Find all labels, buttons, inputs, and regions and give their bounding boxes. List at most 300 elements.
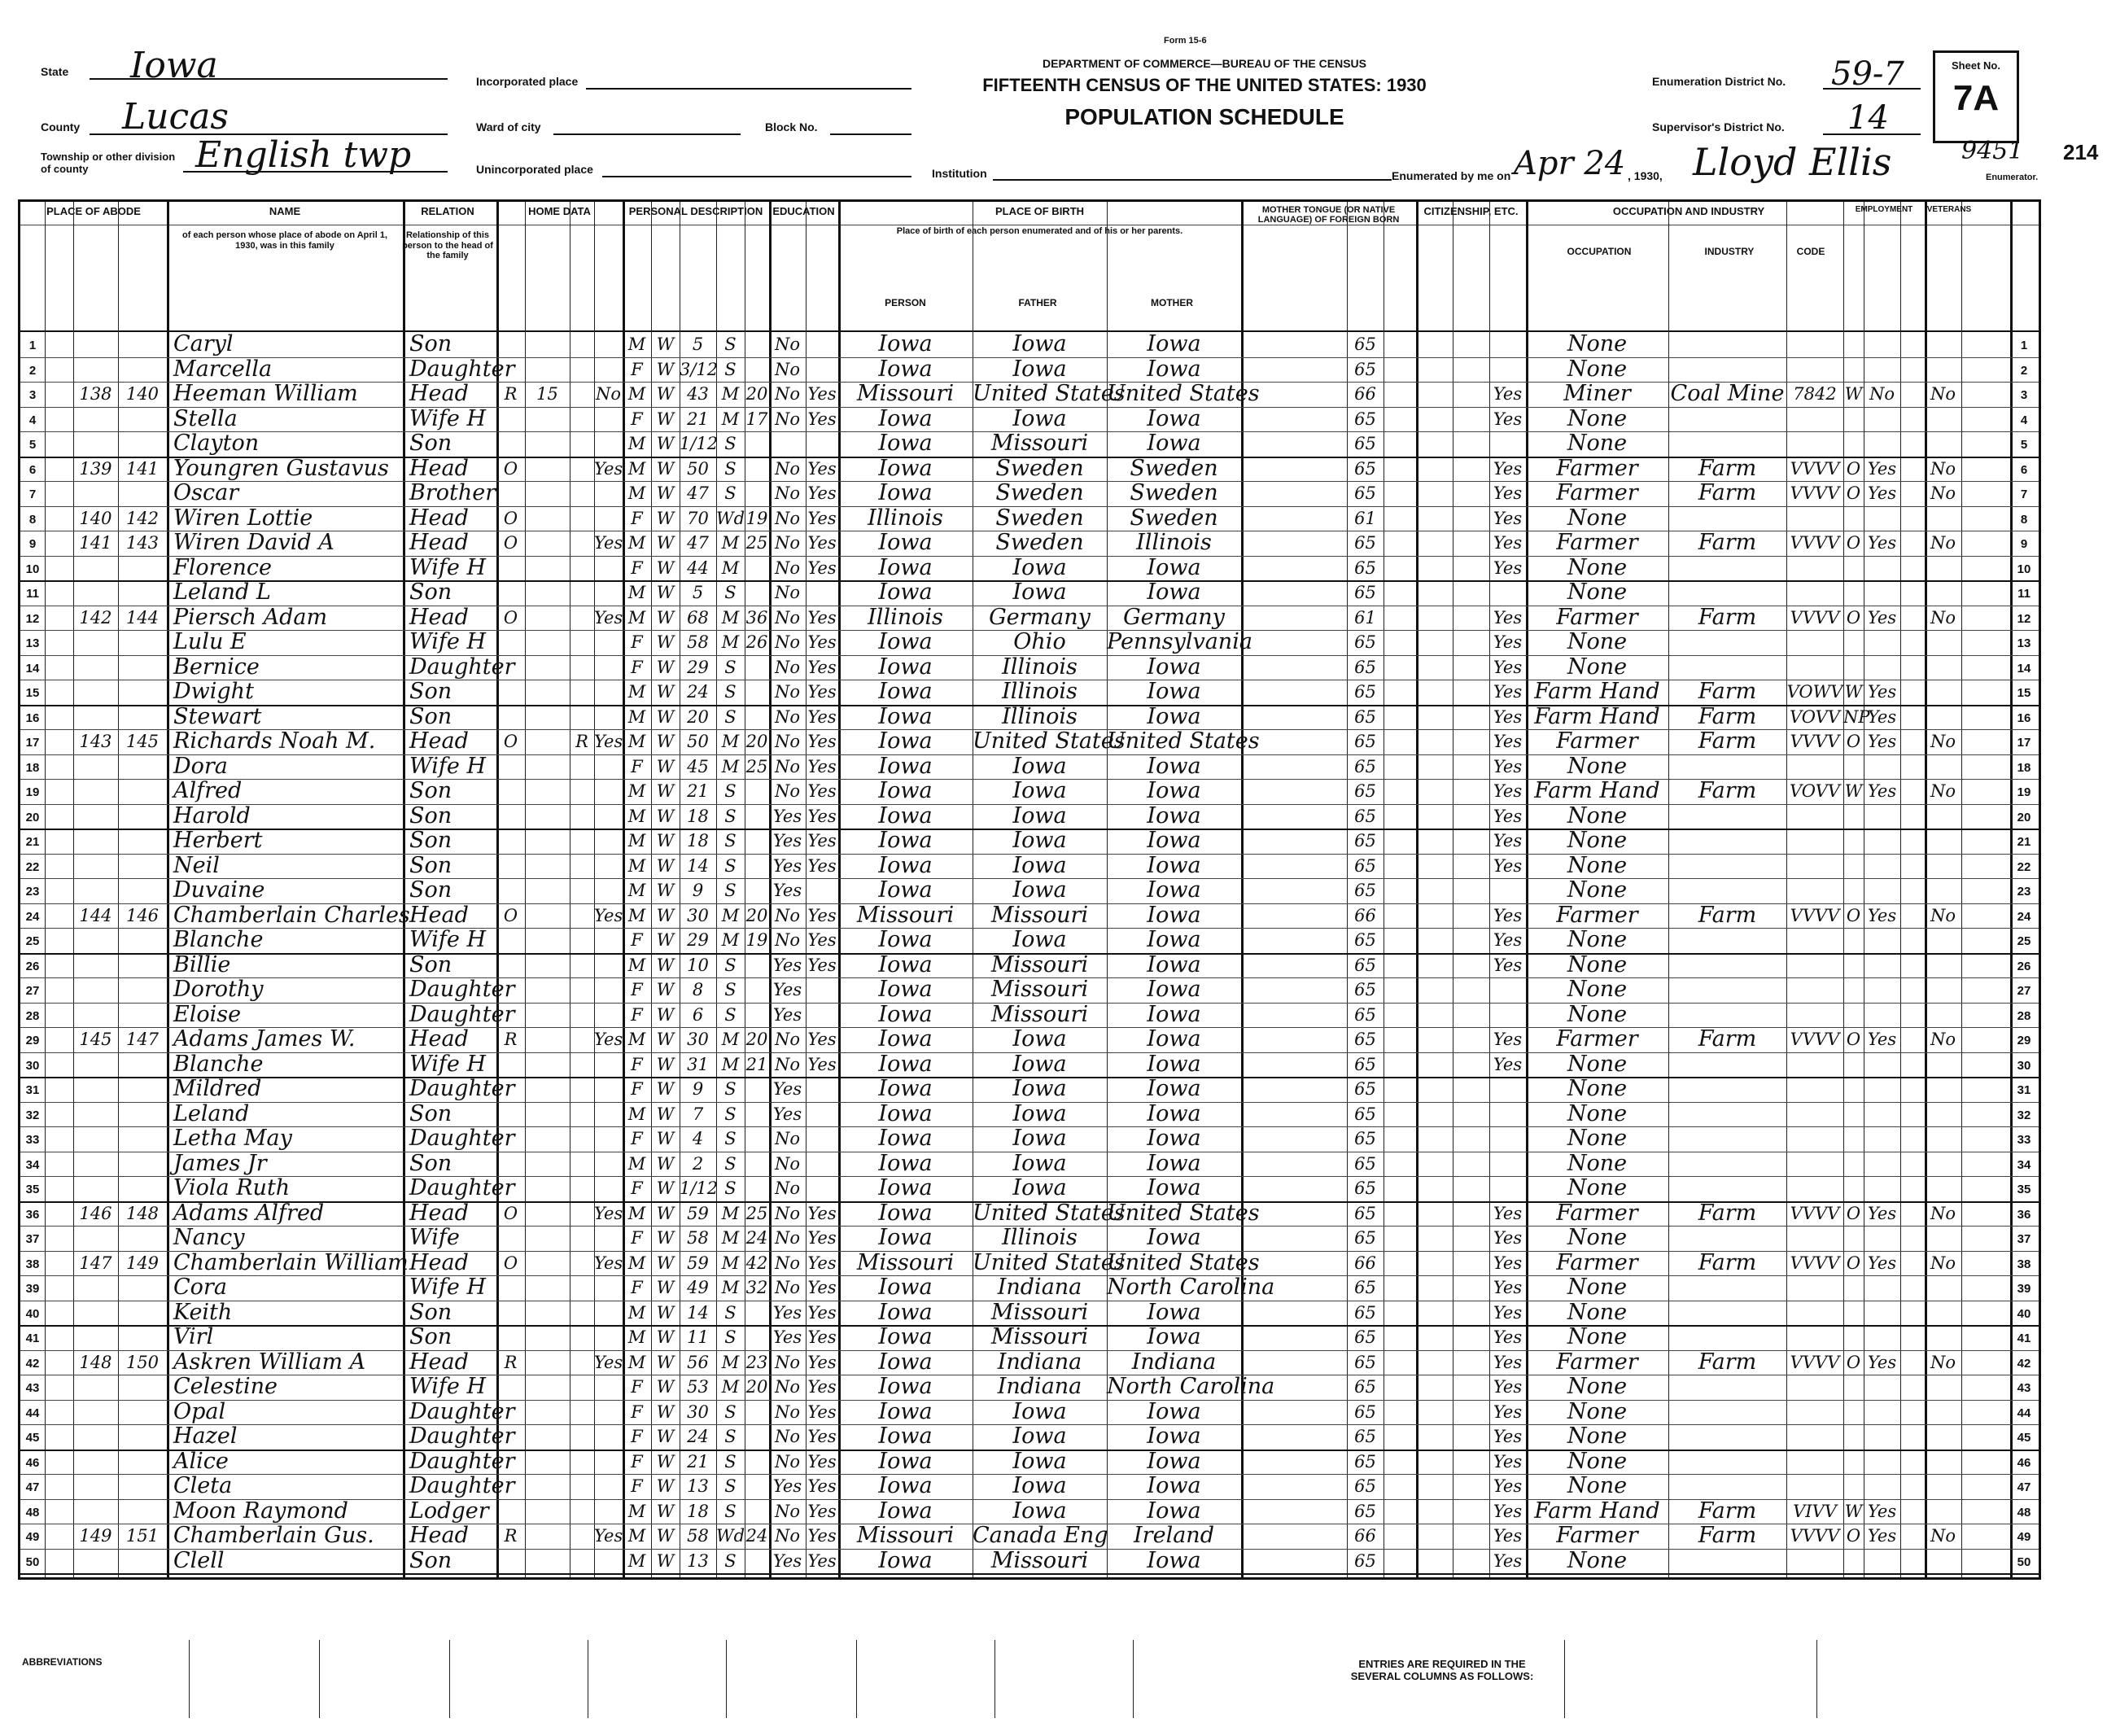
cell-mar: M [721, 1054, 740, 1074]
cell-mar: S [724, 1550, 737, 1571]
cell-own: R [504, 384, 518, 404]
line-number-right: 31 [2017, 1083, 2031, 1097]
cell-fbp: United States [973, 381, 1126, 406]
cell-bp: Iowa [878, 1448, 933, 1474]
cell-eng: Yes [1493, 483, 1523, 503]
cell-sch: No [774, 1153, 801, 1174]
cell-mbp: United States [1107, 381, 1260, 406]
cell-mbp: Indiana [1131, 1349, 1217, 1375]
cell-rel: Daughter [409, 1448, 515, 1474]
sheet-value: 7A [1952, 78, 2000, 118]
cell-code: 65 [1354, 409, 1376, 429]
cell-read: Yes [807, 558, 837, 578]
cell-read: Yes [807, 930, 837, 950]
cell-mbp: North Carolina [1107, 1275, 1275, 1300]
cell-vet: No [1930, 1253, 1956, 1273]
line-number: 38 [25, 1257, 40, 1271]
line-number-right: 33 [2017, 1133, 2031, 1147]
cell-mar: M [721, 1253, 740, 1273]
cell-bp: Iowa [878, 654, 933, 680]
cell-sex: M [627, 831, 646, 851]
line-number: 32 [25, 1108, 40, 1122]
cell-mbp: Illinois [1136, 530, 1212, 555]
cell-occ: None [1567, 927, 1628, 952]
cell-sex: M [627, 682, 646, 702]
cell-name: Cleta [173, 1473, 233, 1498]
cell-code: 65 [1354, 335, 1376, 354]
cell-mage: 23 [745, 1352, 768, 1372]
group-employment: EMPLOYMENT [1855, 205, 1913, 214]
cell-name: Alfred [173, 778, 243, 803]
supervisor-value: 14 [1847, 99, 1889, 137]
cell-rel: Head [409, 604, 469, 630]
cell-mbp: Iowa [1147, 877, 1201, 903]
cell-occ: Farmer [1556, 530, 1638, 555]
cell-age: 47 [687, 533, 709, 553]
cell-rel: Wife H [409, 1374, 487, 1399]
cell-ind: Farm [1698, 1200, 1757, 1226]
cell-race: W [656, 657, 675, 677]
cell-mar: S [724, 806, 737, 826]
line-number-right: 47 [2017, 1480, 2031, 1494]
cell-fbp: United States [973, 1249, 1126, 1275]
cell-race: W [656, 1129, 675, 1148]
cell-race: W [656, 955, 675, 975]
cell-sch: Yes [772, 855, 802, 876]
cell-read: Yes [807, 483, 837, 503]
cell-name: Leland [173, 1100, 250, 1126]
cell-fbp: Missouri [990, 1547, 1089, 1573]
cell-race: W [656, 1054, 675, 1074]
cell-dw: 148 [79, 1352, 112, 1372]
cell-fbp: Iowa [1012, 1026, 1067, 1052]
cell-rel: Wife H [409, 554, 487, 580]
cell-occ: None [1567, 753, 1628, 779]
cell-sex: M [627, 855, 646, 876]
cell-mage: 25 [745, 1203, 768, 1223]
line-number: 8 [28, 512, 37, 527]
cell-code: 65 [1354, 434, 1376, 453]
cell-bp: Iowa [878, 1324, 933, 1349]
cell-mar: M [721, 558, 740, 578]
cell-read: Yes [807, 732, 837, 751]
cell-bp: Iowa [878, 1001, 933, 1027]
mother-column-head: MOTHER [1151, 297, 1193, 308]
cell-read: Yes [807, 533, 837, 553]
cell-sex: F [631, 1427, 643, 1446]
cell-bp: Iowa [878, 1225, 933, 1250]
cell-fbp: Missouri [990, 1324, 1089, 1349]
cell-race: W [656, 682, 675, 702]
cell-cls: W [1844, 384, 1863, 404]
cell-ind: Farm [1698, 728, 1757, 754]
cell-name: Nancy [173, 1225, 245, 1250]
cell-fbp: Iowa [1012, 579, 1067, 605]
cell-bp: Iowa [878, 405, 933, 431]
cell-mar: M [721, 1278, 740, 1297]
cell-mbp: Iowa [1147, 852, 1201, 878]
cell-sex: F [631, 409, 643, 429]
cell-cls: W [1844, 781, 1863, 801]
cell-read: Yes [807, 756, 837, 776]
cell-fbp: United States [973, 728, 1126, 754]
cell-name: Bernice [173, 654, 260, 680]
cell-mar: M [721, 384, 740, 404]
cell-rel: Wife H [409, 1275, 487, 1300]
cell-code: 65 [1354, 831, 1376, 851]
line-number-right: 13 [2017, 636, 2031, 650]
cell-name: Mildred [173, 1076, 262, 1101]
cell-eng: Yes [1493, 657, 1523, 677]
cell-farm: Yes [594, 1526, 623, 1546]
cell-sch: No [774, 533, 801, 553]
column-divider [167, 202, 169, 1577]
cell-name: Neil [173, 852, 220, 878]
line-number-right: 9 [2020, 537, 2028, 551]
cell-bp: Iowa [878, 1299, 933, 1325]
line-number: 1 [28, 339, 37, 352]
line-number-right: 34 [2017, 1157, 2031, 1172]
cell-race: W [656, 1476, 675, 1496]
cell-fam: 144 [125, 607, 160, 627]
group-relation: RELATION [421, 205, 474, 217]
line-number: 6 [28, 462, 37, 477]
cell-read: Yes [807, 409, 837, 429]
cell-race: W [656, 359, 675, 379]
cell-read: Yes [807, 1401, 837, 1422]
cell-rel: Head [409, 1349, 469, 1375]
cell-age: 7 [692, 1104, 704, 1124]
cell-mbp: United States [1107, 728, 1260, 754]
cell-name: Adams James W. [173, 1026, 356, 1052]
cell-read: Yes [807, 1302, 837, 1323]
cell-sex: M [627, 583, 646, 602]
line-number-right: 26 [2017, 959, 2031, 973]
cell-name: Wiren Lottie [173, 505, 313, 531]
cell-bp: Iowa [878, 753, 933, 779]
line-number: 30 [25, 1058, 40, 1073]
cell-name: Oscar [173, 480, 239, 505]
cell-sex: M [627, 955, 646, 975]
cell-eng: Yes [1493, 508, 1523, 528]
cell-age: 8 [692, 980, 704, 999]
cell-bp: Iowa [878, 331, 933, 356]
cell-code: 65 [1354, 706, 1376, 727]
cell-sch: Yes [772, 881, 802, 900]
cell-mar: S [724, 1302, 737, 1323]
cell-mar: S [724, 781, 737, 801]
cell-race: W [656, 756, 675, 776]
cell-read: Yes [807, 1054, 837, 1074]
cell-occ: None [1567, 852, 1628, 878]
cell-code: 65 [1354, 955, 1376, 975]
cell-fbp: Iowa [1012, 1473, 1067, 1498]
cell-sch: Yes [772, 1104, 802, 1124]
cell-ocode: VIVV [1793, 1501, 1837, 1521]
cell-emp: Yes [1867, 533, 1897, 553]
cell-mage: 26 [745, 632, 768, 652]
line-number: 9 [28, 537, 37, 551]
cell-race: W [656, 458, 675, 479]
cell-occ: None [1567, 579, 1628, 605]
cell-occ: Farmer [1556, 455, 1638, 481]
cell-bp: Iowa [878, 802, 933, 829]
cell-sex: M [627, 483, 646, 503]
cell-race: W [656, 508, 675, 528]
line-number-right: 42 [2017, 1356, 2031, 1371]
column-divider [1241, 202, 1244, 1577]
cell-race: W [656, 1079, 675, 1099]
line-number-right: 50 [2017, 1555, 2031, 1569]
cell-read: Yes [807, 632, 837, 652]
cell-emp: Yes [1867, 607, 1897, 627]
cell-bp: Iowa [878, 356, 933, 382]
line-number-right: 27 [2017, 984, 2031, 998]
cell-sex: M [627, 607, 646, 627]
cell-mbp: Iowa [1147, 951, 1201, 977]
cell-code: 65 [1354, 930, 1376, 950]
cell-code: 65 [1354, 1302, 1376, 1323]
cell-mbp: Iowa [1147, 1051, 1201, 1077]
cell-name: Chamberlain Gus. [173, 1523, 374, 1548]
cell-mar: S [724, 855, 737, 876]
cell-age: 2 [692, 1153, 704, 1174]
cell-mar: S [724, 1178, 737, 1198]
column-divider [45, 202, 46, 1577]
cell-occ: None [1567, 1275, 1628, 1300]
cell-mar: S [724, 1004, 737, 1025]
enum-district-label: Enumeration District No. [1652, 75, 1786, 88]
cell-code: 65 [1354, 1178, 1376, 1198]
cell-mage: 32 [745, 1278, 768, 1297]
cell-fam: 149 [125, 1253, 160, 1273]
cell-sch: Yes [772, 831, 802, 851]
cell-bp: Missouri [856, 1249, 955, 1275]
cell-ind: Farm [1698, 679, 1757, 704]
population-table [18, 199, 2041, 1580]
cell-rel: Head [409, 381, 469, 406]
cell-read: Yes [807, 1476, 837, 1496]
cell-fbp: Iowa [1012, 331, 1067, 356]
line-number: 23 [25, 885, 40, 899]
cell-mar: M [721, 930, 740, 950]
cell-fbp: Iowa [1012, 802, 1067, 829]
cell-mage: 17 [745, 409, 768, 429]
cell-farm: Yes [594, 1203, 623, 1223]
cell-rel: Son [409, 579, 452, 605]
cell-eng: Yes [1493, 1030, 1523, 1049]
line-number-right: 1 [2020, 339, 2028, 352]
cell-rel: Daughter [409, 977, 515, 1002]
cell-sch: No [774, 1501, 801, 1521]
group-abode: PLACE OF ABODE [46, 205, 141, 217]
cell-ind: Farm [1698, 455, 1757, 481]
cell-mbp: North Carolina [1107, 1374, 1275, 1399]
cell-eng: Yes [1493, 781, 1523, 801]
cell-occ: None [1567, 1225, 1628, 1250]
line-number: 47 [25, 1480, 40, 1494]
cell-sch: No [774, 1352, 801, 1372]
group-occupation: OCCUPATION AND INDUSTRY [1612, 205, 1765, 217]
cell-mbp: Pennsylvania [1107, 629, 1252, 654]
cell-bp: Iowa [878, 1473, 933, 1498]
cell-sch: No [774, 756, 801, 776]
cell-code: 66 [1354, 384, 1376, 404]
cell-fbp: Illinois [1002, 703, 1078, 729]
cell-fbp: Iowa [1012, 852, 1067, 878]
ward-label: Ward of city [476, 120, 541, 133]
cell-rel: Son [409, 778, 452, 803]
cell-fbp: Sweden [995, 505, 1084, 531]
form-number: Form 15-6 [1164, 36, 1207, 46]
cell-eng: Yes [1493, 1327, 1523, 1347]
cell-rel: Son [409, 431, 452, 456]
cell-read: Yes [807, 706, 837, 727]
cell-eng: Yes [1493, 1253, 1523, 1273]
cell-occ: None [1567, 1150, 1628, 1176]
enumerated-date: Apr 24 [1514, 145, 1626, 182]
cell-mar: S [724, 359, 737, 379]
cell-name: Dwight [173, 679, 254, 704]
cell-cls: O [1846, 1526, 1861, 1546]
cell-bp: Iowa [878, 778, 933, 803]
line-number-right: 43 [2017, 1381, 2031, 1395]
cell-fbp: Iowa [1012, 753, 1067, 779]
cell-mbp: Iowa [1147, 1547, 1201, 1573]
cell-rel: Son [409, 852, 452, 878]
cell-occ: None [1567, 1324, 1628, 1349]
cell-sex: F [631, 980, 643, 999]
person-column-head: PERSON [885, 297, 926, 308]
cell-sex: M [627, 384, 646, 404]
cell-code: 65 [1354, 1327, 1376, 1347]
cell-mbp: Iowa [1147, 977, 1201, 1002]
cell-race: W [656, 607, 675, 627]
cell-read: Yes [807, 1377, 837, 1397]
cell-mar: S [724, 1451, 737, 1471]
cell-age: 5 [692, 335, 704, 354]
cell-bp: Iowa [878, 1423, 933, 1449]
cell-bp: Iowa [878, 431, 933, 456]
line-number-right: 40 [2017, 1306, 2031, 1321]
cell-bp: Iowa [878, 1398, 933, 1424]
cell-code: 65 [1354, 1104, 1376, 1124]
cell-code: 65 [1354, 682, 1376, 702]
cell-sex: F [631, 508, 643, 528]
cell-sch: Yes [772, 1079, 802, 1099]
cell-bp: Iowa [878, 852, 933, 878]
cell-mbp: Iowa [1147, 1473, 1201, 1498]
cell-mar: M [721, 1352, 740, 1372]
line-number-right: 7 [2020, 488, 2028, 501]
cell-age: 10 [687, 955, 709, 975]
cell-sch: Yes [772, 1550, 802, 1571]
cell-vet: No [1930, 384, 1956, 404]
cell-code: 66 [1354, 905, 1376, 925]
cell-sch: No [774, 458, 801, 479]
line-number: 48 [25, 1505, 40, 1520]
cell-own: O [503, 458, 518, 479]
cell-mage: 24 [745, 1526, 768, 1546]
cell-sex: M [627, 533, 646, 553]
cell-race: W [656, 1004, 675, 1025]
cell-rel: Head [409, 1523, 469, 1548]
cell-mbp: Iowa [1147, 902, 1201, 928]
cell-age: 20 [687, 706, 709, 727]
cell-sch: No [774, 1401, 801, 1422]
cell-eng: Yes [1493, 632, 1523, 652]
cell-name: Harold [173, 802, 251, 829]
line-number-right: 41 [2017, 1332, 2031, 1345]
cell-sex: M [627, 1327, 646, 1347]
cell-occ: None [1567, 331, 1628, 356]
cell-mbp: Ireland [1134, 1523, 1214, 1548]
cell-ind: Farm [1698, 778, 1757, 803]
cell-mbp: Sweden [1130, 505, 1218, 531]
cell-rel: Daughter [409, 1423, 515, 1449]
line-number: 29 [25, 1034, 40, 1047]
line-number-right: 35 [2017, 1183, 2031, 1196]
line-number: 28 [25, 1008, 40, 1023]
cell-sex: F [631, 558, 643, 578]
cell-ind: Farm [1698, 604, 1757, 630]
cell-race: W [656, 1377, 675, 1397]
township-value: English twp [195, 134, 412, 176]
cell-cls: O [1846, 533, 1861, 553]
cell-sex: F [631, 1476, 643, 1496]
cell-fbp: Missouri [990, 1001, 1089, 1027]
cell-race: W [656, 583, 675, 602]
cell-emp: Yes [1867, 1253, 1897, 1273]
county-value: Lucas [122, 96, 229, 138]
line-number-right: 48 [2017, 1505, 2031, 1520]
line-number: 21 [25, 835, 40, 849]
cell-occ: Farmer [1556, 604, 1638, 630]
cell-eng: Yes [1493, 458, 1523, 479]
cell-mar: M [721, 1030, 740, 1049]
cell-rel: Son [409, 1324, 452, 1349]
cell-sch: Yes [772, 1004, 802, 1025]
line-number: 16 [25, 711, 40, 725]
cell-occ: Miner [1563, 381, 1631, 406]
cell-vet: No [1930, 1203, 1956, 1223]
cell-vet: No [1930, 533, 1956, 553]
cell-emp: Yes [1867, 682, 1897, 702]
cell-read: Yes [807, 1451, 837, 1471]
year-suffix: , 1930, [1628, 169, 1663, 182]
cell-occ: None [1567, 1423, 1628, 1449]
cell-rel: Brother [409, 480, 496, 505]
cell-ocode: VVVV [1790, 533, 1840, 553]
cell-mar: S [724, 1501, 737, 1521]
cell-eng: Yes [1493, 1501, 1523, 1521]
cell-mage: 25 [745, 756, 768, 776]
line-number-right: 11 [2017, 587, 2031, 601]
cell-fam: 143 [125, 533, 160, 553]
cell-mar: M [721, 533, 740, 553]
cell-code: 66 [1354, 1526, 1376, 1546]
cell-race: W [656, 1401, 675, 1422]
cell-read: Yes [807, 1526, 837, 1546]
cell-own: O [503, 1203, 518, 1223]
cell-mbp: Iowa [1147, 1225, 1201, 1250]
cell-radio: R [575, 732, 588, 751]
cell-mbp: Iowa [1147, 1448, 1201, 1474]
cell-mar: S [724, 831, 737, 851]
cell-bp: Iowa [878, 579, 933, 605]
cell-code: 65 [1354, 359, 1376, 379]
cell-name: Blanche [173, 927, 264, 952]
